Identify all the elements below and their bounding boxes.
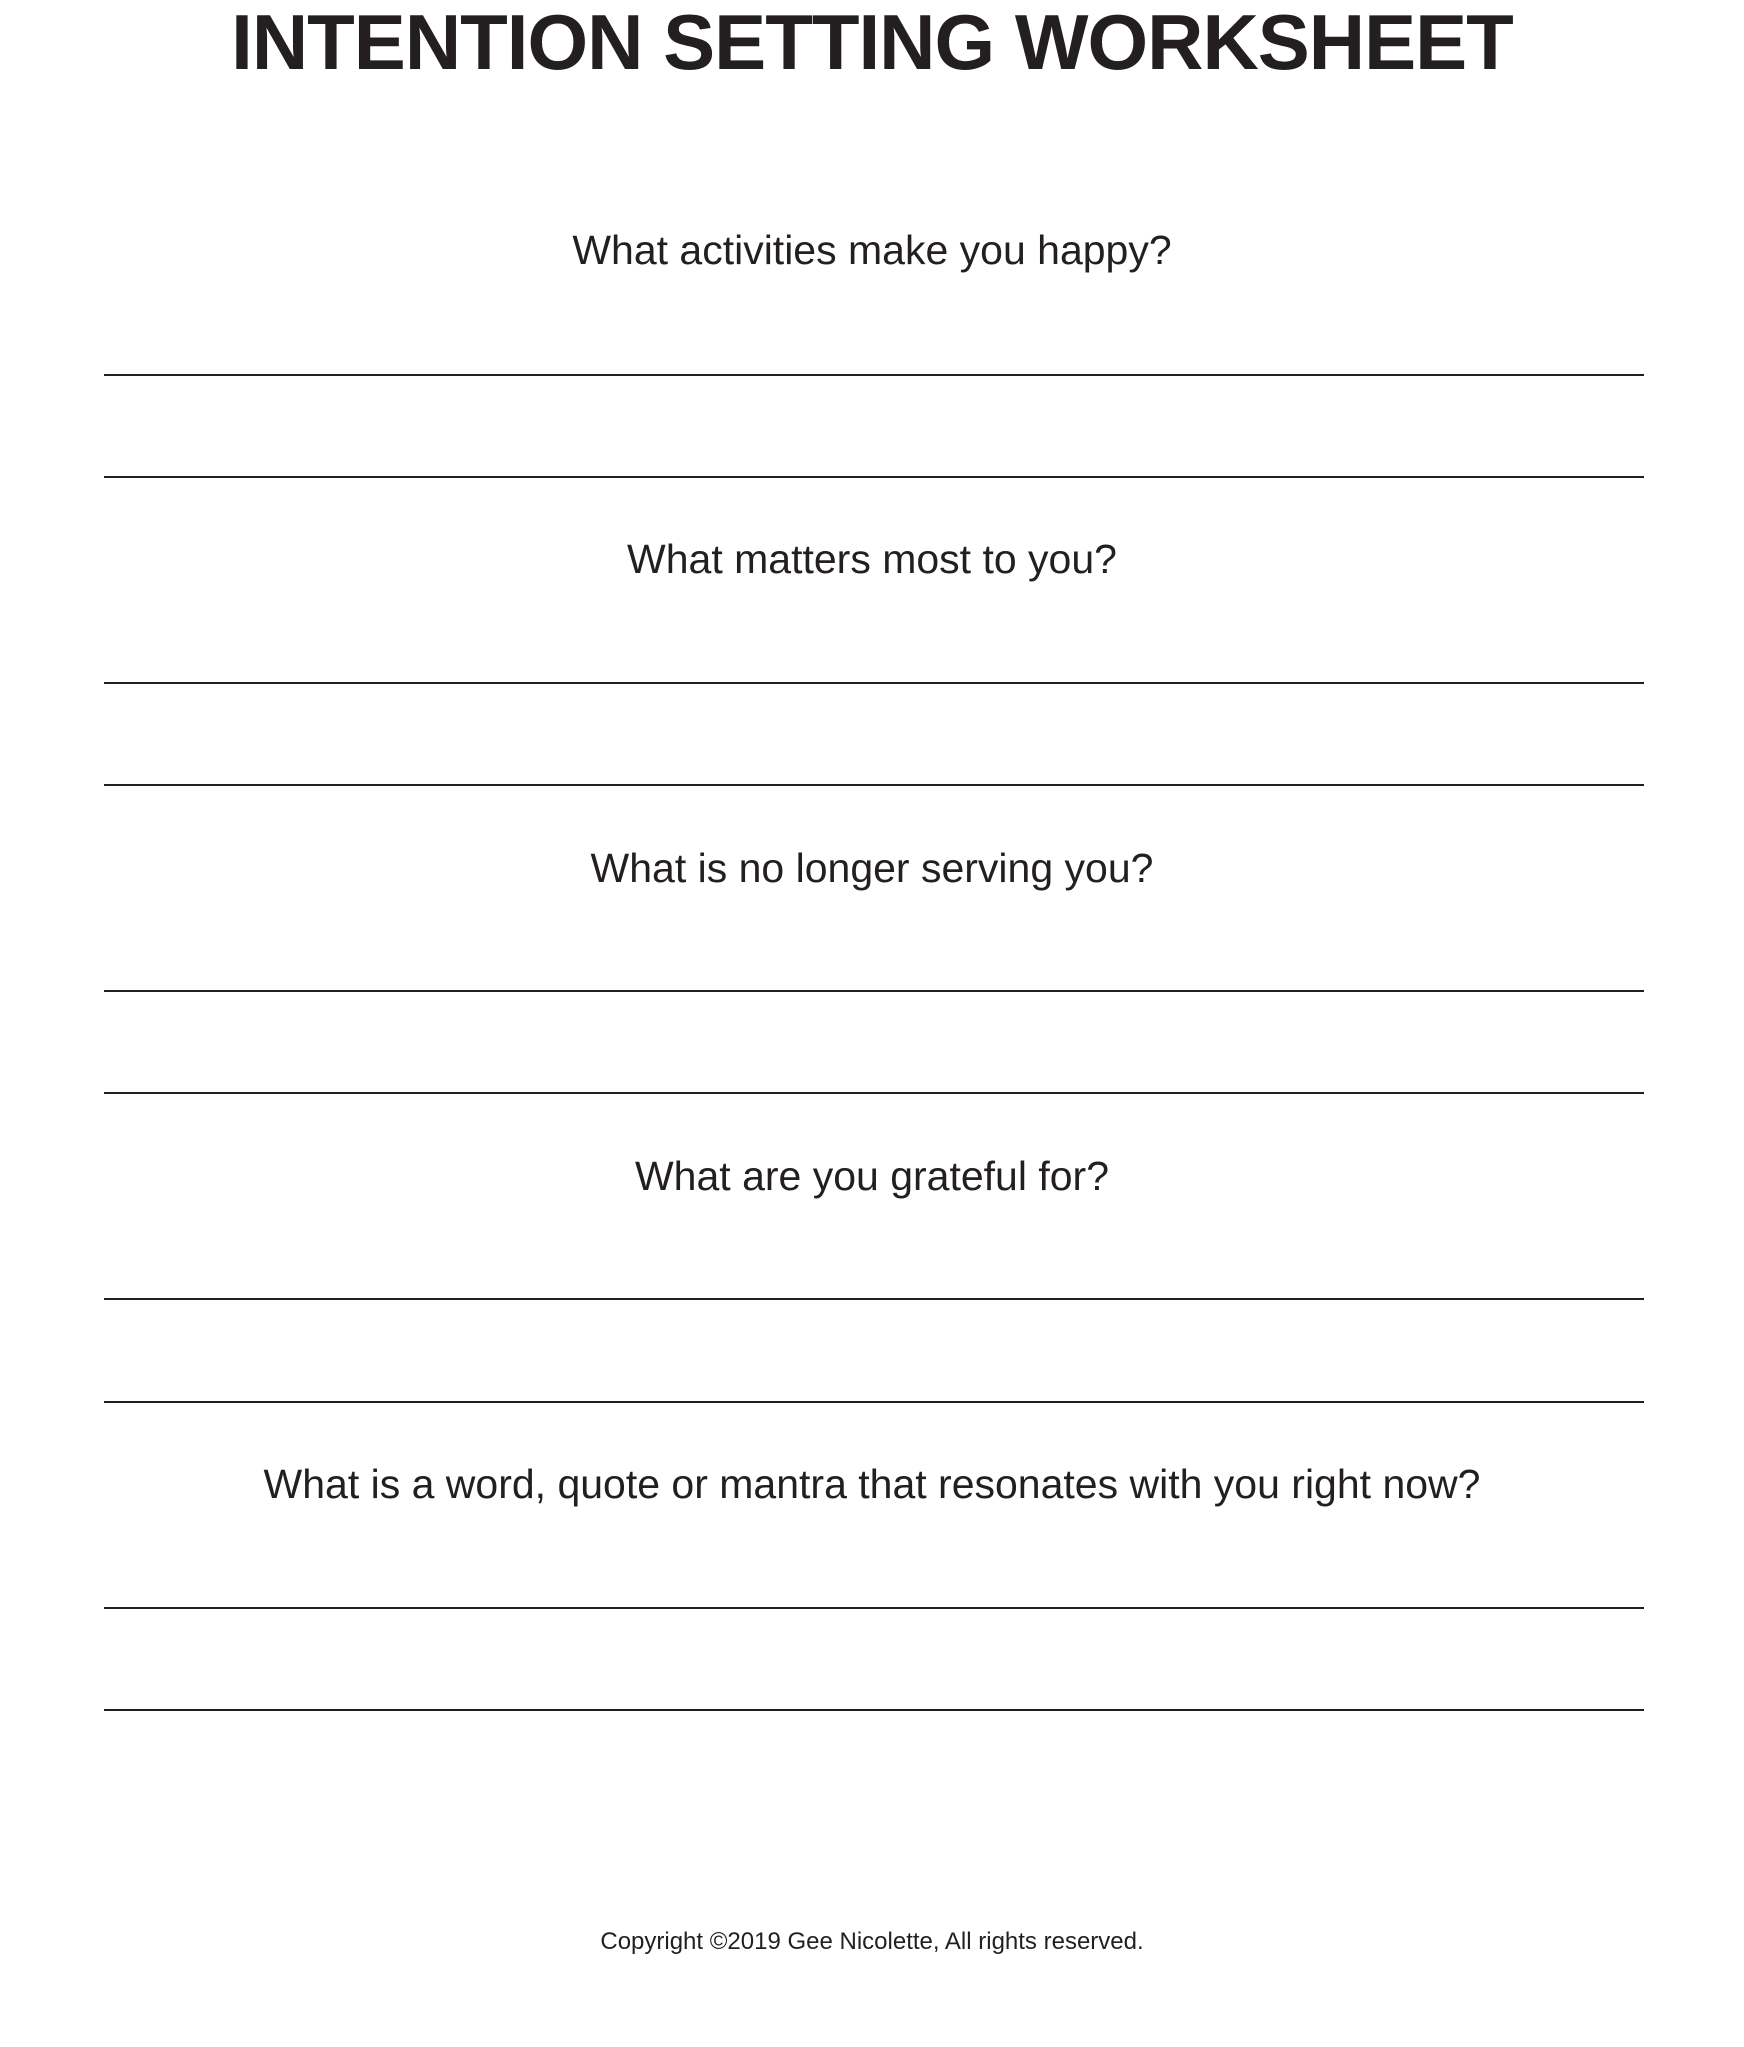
answer-line[interactable] xyxy=(104,374,1644,376)
question-4: What are you grateful for? xyxy=(634,1153,1110,1199)
answer-line[interactable] xyxy=(104,990,1644,992)
answer-line[interactable] xyxy=(104,1401,1644,1403)
answer-line[interactable] xyxy=(104,1709,1644,1711)
question-5: What is a word, quote or mantra that resonates with you right now? xyxy=(263,1461,1481,1507)
answer-line[interactable] xyxy=(104,1298,1644,1300)
question-3: What is no longer serving you? xyxy=(590,845,1154,891)
answer-line[interactable] xyxy=(104,682,1644,684)
answer-line[interactable] xyxy=(104,1092,1644,1094)
question-1: What activities make you happy? xyxy=(572,227,1172,273)
worksheet-title: INTENTION SETTING WORKSHEET xyxy=(231,0,1513,86)
answer-line[interactable] xyxy=(104,476,1644,478)
answer-line[interactable] xyxy=(104,784,1644,786)
answer-line[interactable] xyxy=(104,1607,1644,1609)
question-2: What matters most to you? xyxy=(627,536,1117,582)
copyright-notice: Copyright ©2019 Gee Nicolette, All rights reserved. xyxy=(600,1928,1144,1955)
